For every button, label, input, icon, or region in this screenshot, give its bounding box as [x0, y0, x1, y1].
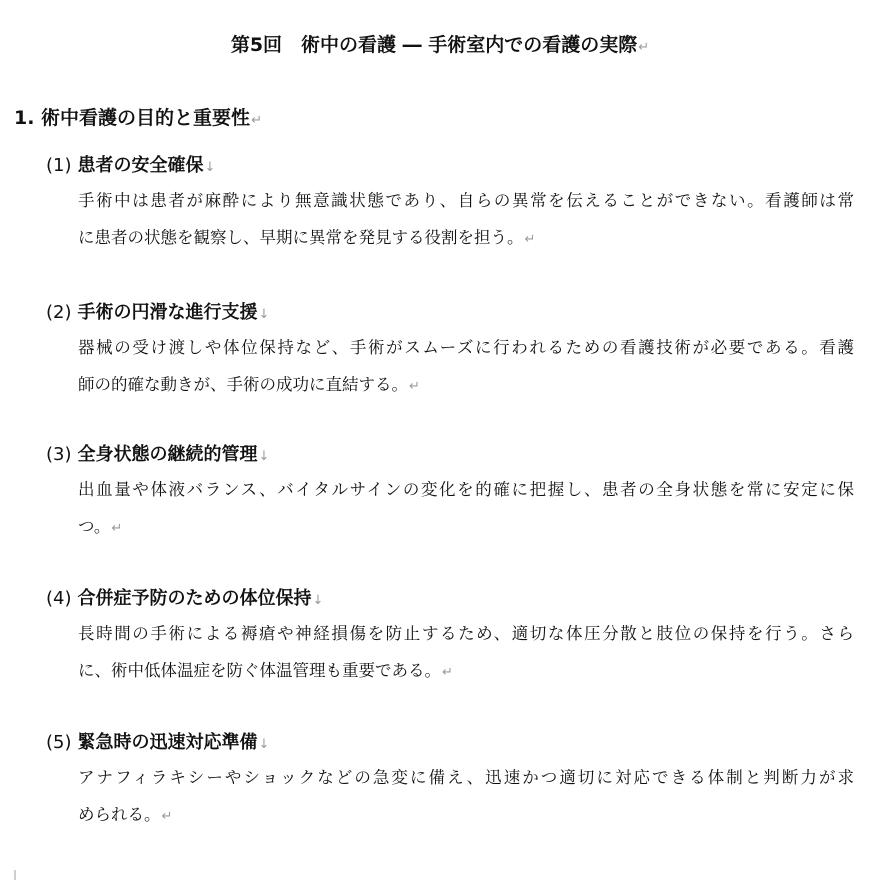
- next-line-stub: [14, 870, 16, 880]
- body-line: アナフィラキシーやショックなどの急変に備え、迅速かつ適切に対応できる体制と判断力が求: [78, 768, 854, 787]
- document-title: [0, 30, 880, 63]
- line-break-mark-icon: ↓: [258, 737, 270, 752]
- body-line-text: つ。: [78, 517, 111, 536]
- body-line-text: に、術中低体温症を防ぐ体温管理も重要である。: [78, 661, 441, 680]
- paragraph-mark-icon: ↵: [638, 40, 650, 55]
- list-item: [46, 584, 866, 689]
- item-heading: [46, 298, 866, 328]
- item-number: (3): [46, 444, 72, 465]
- body-line: [78, 366, 854, 403]
- line-break-mark-icon: ↓: [258, 307, 270, 322]
- item-heading: [46, 440, 866, 470]
- body-line-text: 師の的確な動きが、手術の成功に直結する。: [78, 375, 408, 394]
- body-line: 手術中は患者が麻酔により無意識状態であり、自らの異常を伝えることができない。看護師は常: [78, 191, 854, 210]
- body-line: [78, 796, 854, 833]
- paragraph-mark-icon: ↵: [251, 113, 262, 128]
- list-item: [46, 298, 866, 403]
- item-heading: [46, 151, 866, 181]
- body-line: 長時間の手術による褥瘡や神経損傷を防止するため、適切な体圧分散と肢位の保持を行う。さら: [78, 624, 854, 643]
- item-number: (5): [46, 732, 72, 753]
- line-break-mark-icon: ↓: [204, 160, 216, 175]
- section-heading: [14, 103, 262, 136]
- section-heading-text: 1. 術中看護の目的と重要性: [14, 107, 251, 129]
- line-break-mark-icon: ↓: [258, 449, 270, 464]
- body-line-text: に患者の状態を観察し、早期に異常を発見する役割を担う。: [78, 228, 524, 247]
- body-line: 出血量や体液バランス、バイタルサインの変化を的確に把握し、患者の全身状態を常に安定に保: [78, 480, 854, 499]
- item-number: (1): [46, 155, 72, 176]
- body-line: [78, 219, 854, 256]
- body-line: [78, 508, 854, 545]
- item-body: [78, 615, 854, 689]
- item-heading-text: 手術の円滑な進行支援: [77, 302, 258, 323]
- paragraph-mark-icon: ↵: [442, 665, 453, 680]
- item-heading-text: 患者の安全確保: [77, 155, 204, 176]
- paragraph-mark-icon: ↵: [524, 232, 536, 247]
- item-heading-text: 合併症予防のための体位保持: [77, 588, 312, 609]
- item-number: (2): [46, 302, 72, 323]
- item-heading-text: 緊急時の迅速対応準備: [77, 732, 258, 753]
- body-line-text: められる。: [78, 805, 161, 824]
- line-break-mark-icon: ↓: [312, 593, 324, 608]
- item-body: [78, 329, 854, 403]
- item-number: (4): [46, 588, 72, 609]
- item-heading: [46, 728, 866, 758]
- document-title-text: 第5回 術中の看護 ― 手術室内での看護の実際: [230, 34, 638, 56]
- body-line: [78, 652, 854, 689]
- paragraph-mark-icon: ↵: [409, 379, 420, 394]
- list-item: [46, 728, 866, 833]
- list-item: [46, 151, 866, 256]
- list-item: [46, 440, 866, 545]
- item-body: [78, 759, 854, 833]
- item-body: [78, 471, 854, 545]
- paragraph-mark-icon: ↵: [161, 809, 173, 824]
- item-body: [78, 182, 854, 256]
- paragraph-mark-icon: ↵: [111, 521, 123, 536]
- item-heading: [46, 584, 866, 614]
- body-line: 器械の受け渡しや体位保持など、手術がスムーズに行われるための看護技術が必要である。看護: [78, 338, 854, 357]
- item-heading-text: 全身状態の継続的管理: [77, 444, 258, 465]
